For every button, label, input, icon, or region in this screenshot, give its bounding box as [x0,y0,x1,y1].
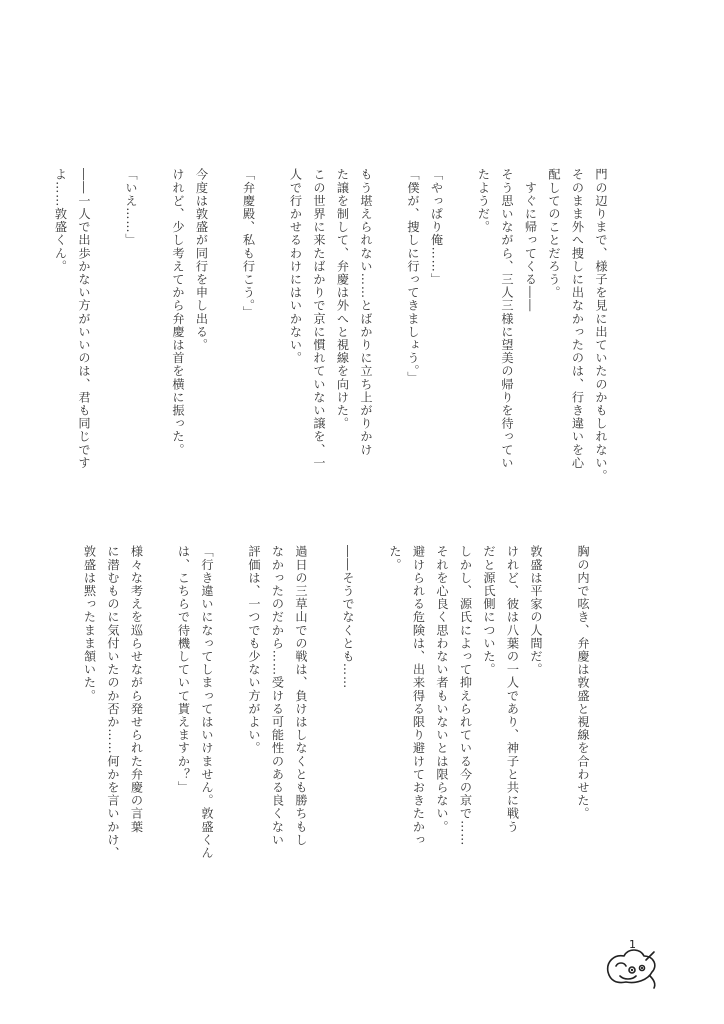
text-line: 「行き違いになってしまってはいけません。敦盛くん [200,545,214,860]
text-line: けれど、少し考えてから弁慶は首を横に振った。 [171,168,185,457]
text-line: よ……敦盛くん。 [53,168,68,273]
text-line: ――一人で出歩かない方がいいのは、君も同じです [77,168,91,470]
text-line: けれど、彼は八葉の一人であり、神子と共に戦う [505,545,520,834]
text-line: 敦盛は黙ったまま頷いた。 [82,545,97,703]
text-line: 今度は敦盛が同行を申し出る。 [194,168,209,352]
text-line: た。 [388,545,402,572]
text-line: だと源氏側についた。 [482,545,496,676]
text-line: 評価は、一つでも少ない方がよい。 [247,545,261,755]
text-line: たようだ。 [476,168,491,234]
text-line [213,168,237,508]
text-line [148,545,172,890]
text-line: 敦盛は平家の人間だ。 [529,545,543,676]
text-line [95,168,119,508]
text-line: 「弁慶殿、私も行こう。」 [241,168,256,320]
text-line: 「いえ……」 [124,168,138,247]
text-line: 避けられる危険は、出来得る限り避けておきたかっ [411,545,426,847]
text-line: 配してのことだろう。 [547,168,561,299]
text-line [218,545,242,890]
text-line [142,168,166,508]
text-line: 「やっぱり俺……」 [429,168,444,286]
text-line: ――そうでなくとも…… [341,545,355,690]
text-line: 過日の三草山での戦は、負けはしなくとも勝ちもし [294,545,308,847]
text-line: そのまま外へ捜しに出なかったのは、行き違いを心 [570,168,585,470]
text-line [547,545,571,890]
bottom-text-block [77,545,594,890]
text-line: に潜むものに気付いたのか否か……何かを言いかけ、 [106,545,120,860]
text-line: この世界に来たばかりで京に慣れていない譲を、一 [312,168,326,470]
text-line [448,168,472,508]
text-line: しかし、源氏によって抑えられている今の京で…… [458,545,473,847]
text-line: 「僕が、捜しに行ってきましょう。」 [406,168,420,385]
page-number: 1 [629,938,636,951]
text-line: 胸の内で呟き、弁慶は敦盛と視線を合わせた。 [576,545,590,821]
text-line: すぐに帰ってくる―― [523,168,538,313]
text-line: た譲を制して、弁慶は外へと視線を向けた。 [335,168,350,430]
text-line [312,545,336,890]
text-line: なかったのだから……受ける可能性のある良くない [270,545,285,847]
text-line: そう思いながら、三人三様に望美の帰りを待ってい [500,168,514,470]
top-text-block [48,168,612,508]
text-line: もう堪えられない……とばかりに立ち上がりかけ [359,168,373,457]
text-line: 様々な考えを巡らせながら発せられた弁慶の言葉 [129,545,144,834]
text-line: 門の辺りまで、様子を見に出ていたのかもしれない。 [594,168,608,483]
text-line: それを心良く思わない者もいないとは限らない。 [435,545,449,834]
text-line: は、こちらで待機していて貰えますか？」 [176,545,191,794]
text-line: 人で行かせるわけにはいかない。 [288,168,303,365]
text-line [377,168,401,508]
text-line [260,168,284,508]
text-line [359,545,383,890]
